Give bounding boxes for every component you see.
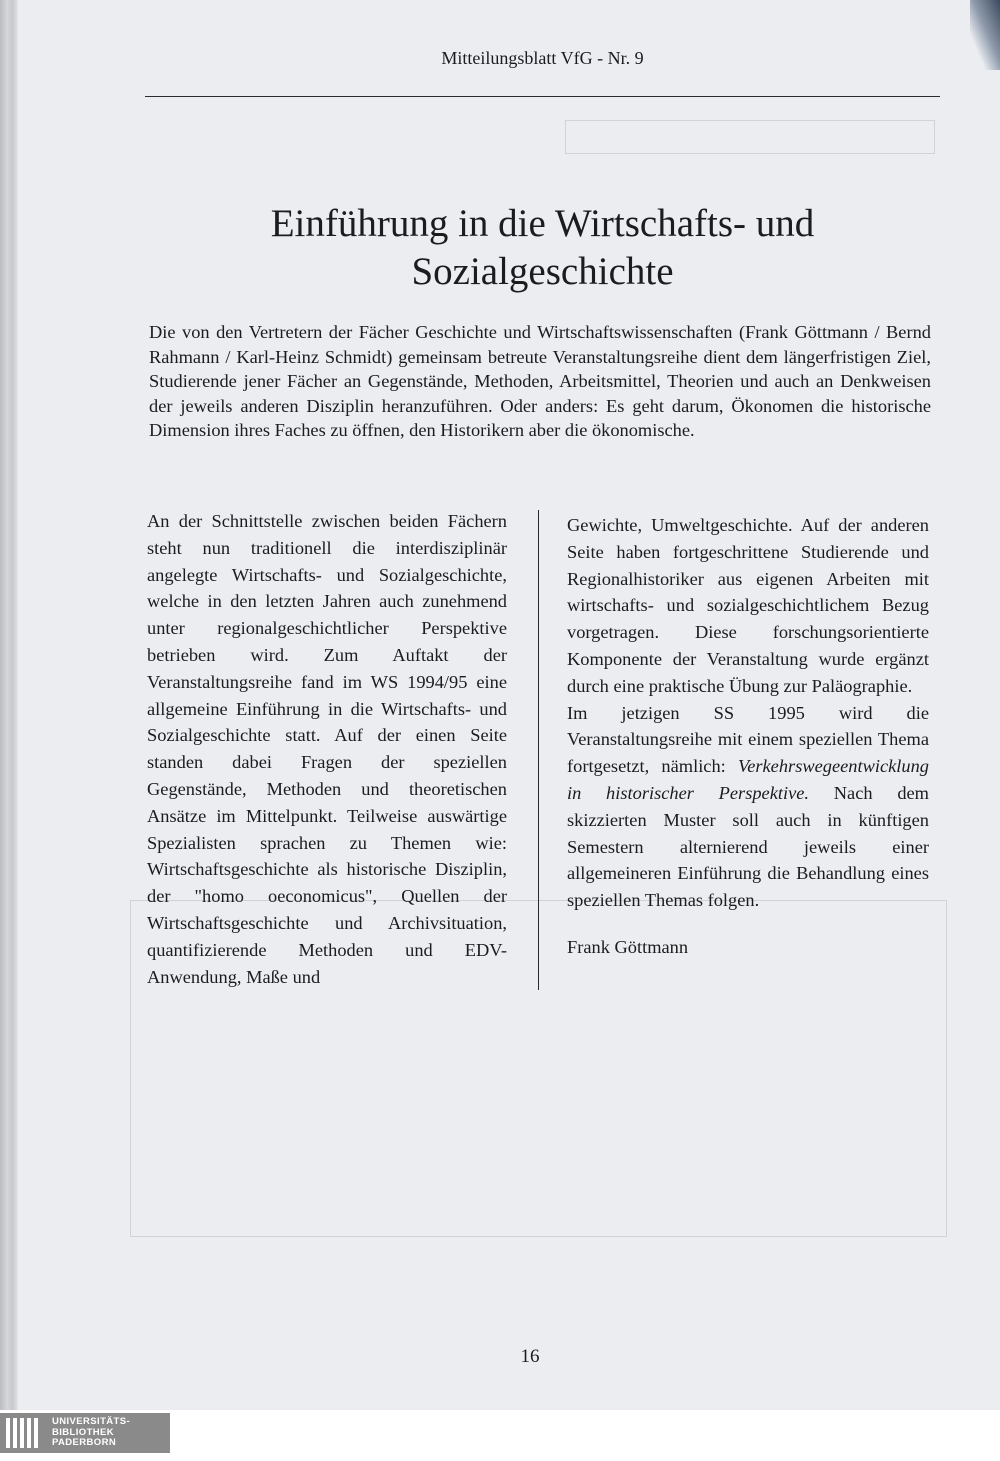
author-signature: Frank Göttmann: [567, 936, 689, 957]
running-header: Mitteilungsblatt VfG - Nr. 9: [441, 48, 644, 68]
left-paragraph: An der Schnittstelle zwischen beiden Fächern steht nun traditionell die interdisziplinär angelegte Wirtschafts- und Sozialgeschichte, welche in den letzten Jahren auch zunehmend unter regionalgeschichtlicher Perspektive betrieben wird. Zum Auftakt der Veranstaltungsreihe fand im WS 1994/95 eine allgemeine Einführung in die Wirtschafts- und Sozialgeschichte statt. Auf der einen Seite standen dabei Fragen der speziellen Gegenstände, Methoden und theoretischen Ansätze im Mittelpunkt. Teilweise auswärtige Spezialisten sprachen zu Themen wie: Wirtschaftsgeschichte als historische Disziplin, der "homo oeconomicus", Quellen der Wirtschaftsgeschichte und Archivsituation, quantifizierende Methoden und EDV-Anwendung, Maße und: [147, 511, 507, 987]
page-edge: [0, 0, 18, 1410]
right-paragraph-2-start: Im jetzigen SS 1995 wird die Veranstaltungsreihe mit einem speziellen Thema fortgesetzt, nämlich:: [567, 702, 929, 777]
library-line-1: UNIVERSITÄTS-: [52, 1416, 131, 1427]
library-logo: [0, 1413, 170, 1453]
page-number: 16: [520, 1346, 540, 1367]
column-divider: [538, 510, 539, 990]
library-logo-text: [52, 1417, 130, 1449]
topic-italic: Verkehrswegeentwicklung in historischer Perspektive.: [567, 756, 929, 803]
right-paragraph-2: [567, 700, 929, 914]
right-paragraph-2-end: Nach dem skizzierten Muster soll auch in künftigen Semestern alternierend jeweils einer allgemeineren Einführung die Behandlung eines speziellen Themas folgen.: [567, 782, 929, 911]
title-line-1: Einführung in die Wirtschafts- und: [270, 202, 815, 245]
article-title: [145, 200, 940, 296]
library-line-3: PADERBORN: [52, 1437, 117, 1448]
right-column: [567, 512, 929, 961]
right-paragraph-1: Gewichte, Umweltgeschichte. Auf der anderen Seite haben fortgeschrittene Studierende und Regionalhistoriker aus eigenen Arbeiten mit wirtschafts- und sozialgeschichtlichem Bezug vorgetragen. Diese forschungsorientierte Komponente der Veranstaltung wurde ergänzt durch eine praktische Übung zur Paläographie.: [567, 515, 929, 696]
library-logo-icon: [6, 1418, 44, 1448]
header-rule: [145, 96, 940, 97]
scan-corner-shadow: [970, 0, 1000, 70]
left-column: [147, 508, 507, 990]
intro-paragraph: Die von den Vertretern der Fächer Geschichte und Wirtschaftswissenschaften (Frank Göttmann / Bernd Rahmann / Karl-Heinz Schmidt) gemeinsam betreute Veranstaltungsreihe dient dem längerfristigen Ziel, Studierende jener Fächer an Gegenstände, Methoden, Arbeitsmittel, Theorien und auch an Denkweisen der jeweils anderen Disziplin heranzuführen. Oder anders: Es geht darum, Ökonomen die historische Dimension ihres Faches zu öffnen, den Historikern aber die ökonomische.: [149, 322, 931, 440]
title-line-2: Sozialgeschichte: [411, 250, 674, 293]
library-line-2: BIBLIOTHEK: [52, 1426, 115, 1438]
